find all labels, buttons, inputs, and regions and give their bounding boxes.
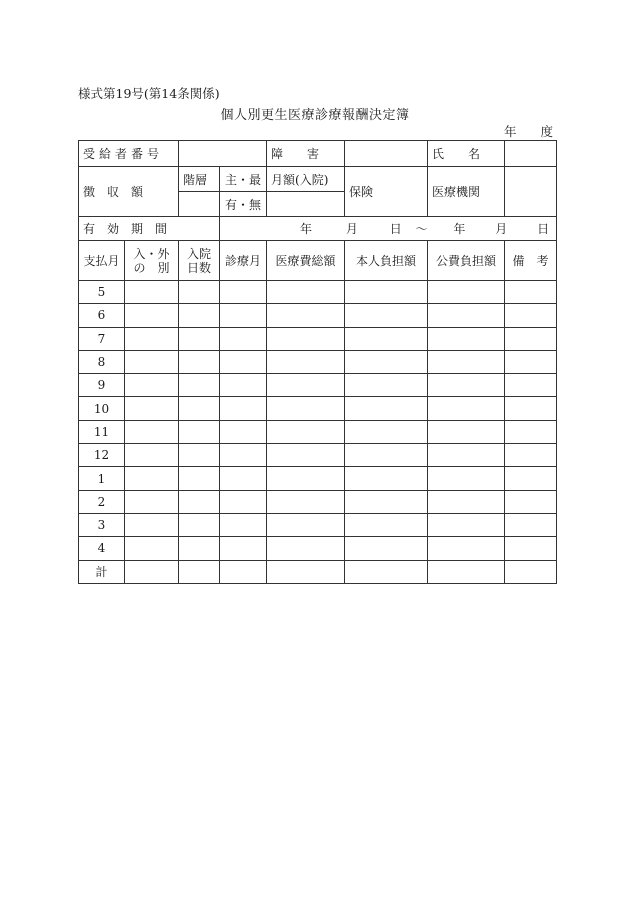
- entry-cell[interactable]: [125, 327, 179, 350]
- table-row: [79, 490, 557, 513]
- entry-cell[interactable]: [345, 304, 428, 327]
- table-row: [79, 281, 557, 304]
- entry-cell[interactable]: [428, 281, 505, 304]
- entry-cell[interactable]: [220, 420, 267, 443]
- entry-cell[interactable]: [179, 467, 220, 490]
- entry-cell[interactable]: [220, 467, 267, 490]
- entry-cell[interactable]: [428, 304, 505, 327]
- entry-cell[interactable]: [267, 537, 345, 560]
- entry-cell[interactable]: [428, 327, 505, 350]
- yes-no-label: 有・無: [220, 192, 267, 217]
- entry-cell[interactable]: [505, 444, 557, 467]
- page-title: 個人別更生医療診療報酬決定簿: [220, 108, 410, 123]
- insurance-label: 保険: [345, 167, 428, 217]
- entry-cell[interactable]: [505, 281, 557, 304]
- payment-month-cell: 12: [79, 444, 125, 467]
- column-header: 備 考: [505, 241, 557, 281]
- entry-cell[interactable]: [179, 304, 220, 327]
- name-value[interactable]: [505, 141, 557, 167]
- column-header: 本人負担額: [345, 241, 428, 281]
- decision-ledger-table: [78, 140, 557, 584]
- entry-cell[interactable]: [505, 327, 557, 350]
- validity-period-label: 有 効 期 間: [79, 217, 220, 241]
- entry-cell[interactable]: [345, 327, 428, 350]
- entry-cell[interactable]: [428, 560, 505, 583]
- entry-cell[interactable]: [345, 374, 428, 397]
- entry-cell[interactable]: [505, 304, 557, 327]
- validity-end-year: 年: [453, 222, 466, 236]
- table-row: [79, 350, 557, 373]
- column-header: 支払月: [79, 241, 125, 281]
- entry-cell[interactable]: [179, 490, 220, 513]
- entry-cell[interactable]: [220, 304, 267, 327]
- entry-cell[interactable]: [505, 397, 557, 420]
- bracket-label: 階層: [179, 167, 220, 192]
- entry-cell[interactable]: [267, 444, 345, 467]
- entry-cell[interactable]: [220, 560, 267, 583]
- entry-cell[interactable]: [345, 490, 428, 513]
- payment-month-cell: 9: [79, 374, 125, 397]
- entry-cell[interactable]: [345, 513, 428, 536]
- entry-cell[interactable]: [179, 537, 220, 560]
- entry-cell[interactable]: [125, 304, 179, 327]
- entry-cell[interactable]: [267, 467, 345, 490]
- recipient-number-label: 受給者番号: [79, 141, 179, 167]
- monthly-amount-value[interactable]: [267, 192, 345, 217]
- entry-cell[interactable]: [125, 374, 179, 397]
- validity-end-day: 日: [537, 222, 550, 236]
- column-header: 診療月: [220, 241, 267, 281]
- entry-cell[interactable]: [505, 537, 557, 560]
- validity-start-month: 月: [345, 222, 358, 236]
- medical-institution-label: 医療機関: [428, 167, 505, 217]
- entry-cell[interactable]: [220, 374, 267, 397]
- name-label: 氏 名: [428, 141, 505, 167]
- payment-month-cell: 3: [79, 513, 125, 536]
- table-row: [79, 444, 557, 467]
- entry-cell[interactable]: [125, 560, 179, 583]
- entry-cell[interactable]: [125, 397, 179, 420]
- entry-cell[interactable]: [179, 397, 220, 420]
- entry-cell[interactable]: [505, 420, 557, 443]
- entry-cell[interactable]: [220, 444, 267, 467]
- entry-cell[interactable]: [428, 374, 505, 397]
- entry-cell[interactable]: [179, 350, 220, 373]
- payment-month-cell: 6: [79, 304, 125, 327]
- payment-month-cell: 5: [79, 281, 125, 304]
- entry-cell[interactable]: [428, 467, 505, 490]
- column-header: 入・外 の 別: [125, 241, 179, 281]
- entry-cell[interactable]: [125, 444, 179, 467]
- column-header: 医療費総額: [267, 241, 345, 281]
- entry-cell[interactable]: [345, 281, 428, 304]
- column-header: 入院 日数: [179, 241, 220, 281]
- collection-amount-label: 徴 収 額: [79, 167, 179, 217]
- entry-cell[interactable]: [179, 420, 220, 443]
- table-row: [79, 420, 557, 443]
- entry-cell[interactable]: [220, 281, 267, 304]
- main-primary-label: 主・最: [220, 167, 267, 192]
- entry-cell[interactable]: [220, 327, 267, 350]
- entry-cell[interactable]: [267, 420, 345, 443]
- recipient-number-value[interactable]: [179, 141, 267, 167]
- payment-month-cell: 10: [79, 397, 125, 420]
- entry-cell[interactable]: [345, 350, 428, 373]
- entry-cell[interactable]: [505, 513, 557, 536]
- payment-month-cell: 1: [79, 467, 125, 490]
- column-header-row: [79, 241, 557, 281]
- payment-month-cell: 4: [79, 537, 125, 560]
- payment-month-cell: 8: [79, 350, 125, 373]
- entry-cell[interactable]: [345, 467, 428, 490]
- table-row: [79, 327, 557, 350]
- entry-cell[interactable]: [125, 420, 179, 443]
- entry-cell[interactable]: [125, 350, 179, 373]
- entry-cell[interactable]: [267, 281, 345, 304]
- table-row: [79, 513, 557, 536]
- entry-cell[interactable]: [428, 513, 505, 536]
- entry-cell[interactable]: [345, 397, 428, 420]
- table-row: [79, 397, 557, 420]
- table-row: [79, 467, 557, 490]
- payment-month-cell: 11: [79, 420, 125, 443]
- entry-cell[interactable]: [267, 304, 345, 327]
- validity-start-day: 日: [389, 222, 402, 236]
- medical-institution-value[interactable]: [505, 167, 557, 217]
- disability-label: 障 害: [267, 141, 345, 167]
- validity-start-year: 年: [300, 222, 313, 236]
- entry-cell[interactable]: [428, 420, 505, 443]
- entry-cell[interactable]: [220, 490, 267, 513]
- entry-cell[interactable]: [505, 374, 557, 397]
- entry-cell[interactable]: [125, 490, 179, 513]
- entry-cell[interactable]: [505, 560, 557, 583]
- fiscal-year-label: 年 度: [504, 124, 563, 139]
- table-row: [79, 374, 557, 397]
- entry-cell[interactable]: [179, 560, 220, 583]
- entry-cell[interactable]: [179, 374, 220, 397]
- entry-cell[interactable]: [428, 537, 505, 560]
- entry-cell[interactable]: [505, 490, 557, 513]
- table-row: [79, 537, 557, 560]
- entry-cell[interactable]: [220, 537, 267, 560]
- entry-cell[interactable]: [267, 374, 345, 397]
- entry-cell[interactable]: [220, 397, 267, 420]
- entry-cell[interactable]: [179, 444, 220, 467]
- entry-cell[interactable]: [125, 281, 179, 304]
- entry-cell[interactable]: [179, 513, 220, 536]
- payment-month-cell: 2: [79, 490, 125, 513]
- bracket-value[interactable]: [179, 192, 220, 217]
- entry-cell[interactable]: [428, 397, 505, 420]
- validity-range-separator: ～: [415, 222, 428, 236]
- entry-cell[interactable]: [220, 513, 267, 536]
- entry-cell[interactable]: [505, 350, 557, 373]
- disability-value[interactable]: [345, 141, 428, 167]
- entry-cell[interactable]: [267, 490, 345, 513]
- entry-cell[interactable]: [428, 444, 505, 467]
- entry-cell[interactable]: [267, 560, 345, 583]
- entry-cell[interactable]: [267, 513, 345, 536]
- entry-cell[interactable]: [345, 537, 428, 560]
- monthly-amount-label: 月額(入院): [267, 167, 345, 192]
- table-row: [79, 560, 557, 583]
- payment-month-cell: 計: [79, 560, 125, 583]
- entry-cell[interactable]: [267, 350, 345, 373]
- entry-cell[interactable]: [179, 281, 220, 304]
- entry-cell[interactable]: [345, 420, 428, 443]
- entry-cell[interactable]: [505, 467, 557, 490]
- validity-end-month: 月: [495, 222, 508, 236]
- entry-cell[interactable]: [428, 490, 505, 513]
- entry-cell[interactable]: [345, 560, 428, 583]
- form-number: 様式第19号(第14条関係): [78, 86, 220, 101]
- entry-cell[interactable]: [179, 327, 220, 350]
- table-row: [79, 304, 557, 327]
- entry-cell[interactable]: [345, 444, 428, 467]
- entry-cell[interactable]: [428, 350, 505, 373]
- entry-cell[interactable]: [125, 467, 179, 490]
- entry-cell[interactable]: [220, 350, 267, 373]
- entry-cell[interactable]: [125, 537, 179, 560]
- entry-cell[interactable]: [267, 327, 345, 350]
- entry-cell[interactable]: [125, 513, 179, 536]
- entry-cell[interactable]: [267, 397, 345, 420]
- column-header: 公費負担額: [428, 241, 505, 281]
- validity-period-value[interactable]: [220, 217, 557, 241]
- payment-month-cell: 7: [79, 327, 125, 350]
